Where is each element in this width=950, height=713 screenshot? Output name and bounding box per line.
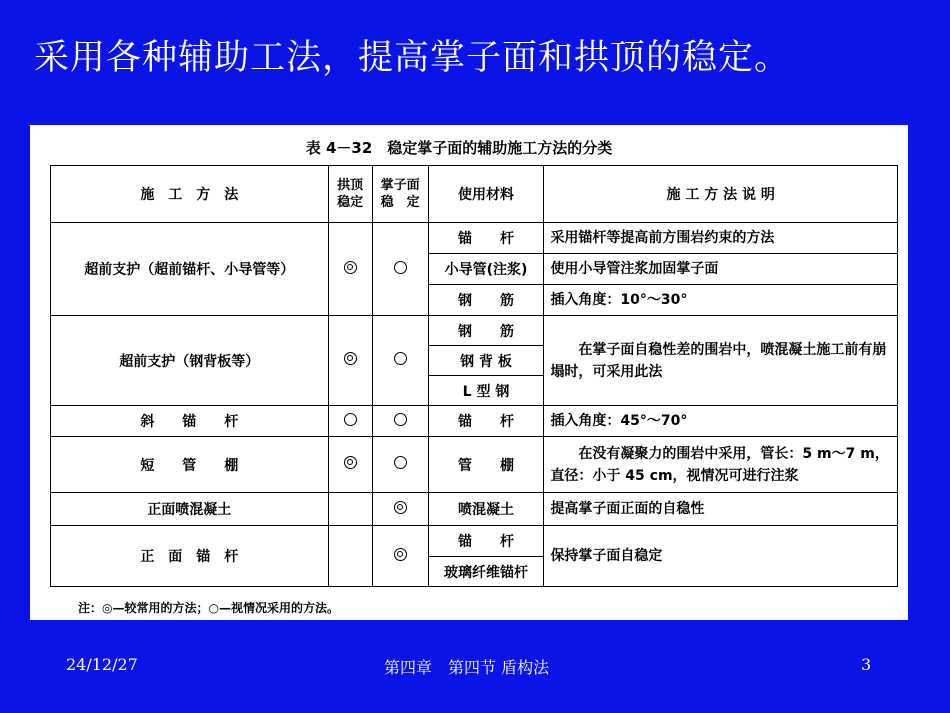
double-circle-icon (344, 352, 357, 365)
table-header-row (51, 166, 898, 223)
footer-date: 24/12/27 (66, 655, 138, 674)
footer-chapter: 第四章 第四节 盾构法 (384, 658, 550, 677)
face-cell (372, 223, 428, 316)
aux-methods-table (50, 165, 898, 587)
arch-cell (328, 526, 372, 587)
header-material: 使用材料 (428, 166, 544, 223)
face-cell (372, 526, 428, 587)
method-cell: 正 面 锚 杆 (51, 526, 329, 587)
material-cell: 喷混凝土 (428, 493, 544, 526)
circle-icon (394, 456, 407, 469)
slide-title: 采用各种辅助工法，提高掌子面和拱顶的稳定。 (34, 38, 791, 78)
desc-cell: 插入角度：10°～30° (544, 285, 898, 316)
desc-cell: 插入角度：45°～70° (544, 406, 898, 437)
method-cell: 斜 锚 杆 (51, 406, 329, 437)
material-cell: 钢 筋 (428, 316, 544, 346)
table-row (51, 316, 898, 346)
header-method: 施 工 方 法 (51, 166, 329, 223)
table-row (51, 223, 898, 254)
material-cell: L 型 钢 (428, 376, 544, 406)
desc-cell: 提高掌子面正面的自稳性 (544, 493, 898, 526)
double-circle-icon (394, 548, 407, 561)
arch-cell (328, 223, 372, 316)
circle-icon (394, 352, 407, 365)
table-note: 注：◎—较常用的方法；○—视情况采用的方法。 (78, 601, 339, 615)
arch-cell (328, 493, 372, 526)
circle-icon (394, 261, 407, 274)
method-cell: 短 管 棚 (51, 437, 329, 493)
double-circle-icon (344, 261, 357, 274)
face-cell (372, 406, 428, 437)
material-cell: 钢 背 板 (428, 346, 544, 376)
arch-cell (328, 406, 372, 437)
header-arch: 拱顶稳定 (328, 166, 372, 223)
header-face: 掌子面稳 定 (372, 166, 428, 223)
header-desc: 施 工 方 法 说 明 (544, 166, 898, 223)
face-cell (372, 493, 428, 526)
arch-cell (328, 437, 372, 493)
circle-icon (394, 413, 407, 426)
material-cell: 玻璃纤维锚杆 (428, 557, 544, 587)
material-cell: 小导管(注浆) (428, 254, 544, 285)
table-caption: 表 4－32 稳定掌子面的辅助施工方法的分类 (305, 139, 613, 157)
desc-cell: 在掌子面自稳性差的围岩中，喷混凝土施工前有崩塌时，可采用此法 (544, 316, 898, 406)
material-cell: 锚 杆 (428, 526, 544, 557)
desc-cell: 在没有凝聚力的围岩中采用，管长：5 m～7 m，直径：小于 45 cm，视情况可进行注浆 (544, 437, 898, 493)
desc-cell: 采用锚杆等提高前方围岩约束的方法 (544, 223, 898, 254)
circle-icon (344, 413, 357, 426)
desc-cell: 使用小导管注浆加固掌子面 (544, 254, 898, 285)
method-cell: 超前支护（钢背板等） (51, 316, 329, 406)
method-cell: 超前支护（超前锚杆、小导管等） (51, 223, 329, 316)
footer-page-number: 3 (861, 655, 872, 674)
desc-cell: 保持掌子面自稳定 (544, 526, 898, 587)
material-cell: 管 棚 (428, 437, 544, 493)
double-circle-icon (344, 456, 357, 469)
table-image-panel (30, 125, 908, 620)
face-cell (372, 316, 428, 406)
material-cell: 锚 杆 (428, 223, 544, 254)
face-cell (372, 437, 428, 493)
table-row (51, 526, 898, 557)
table-row (51, 493, 898, 526)
table-row (51, 437, 898, 493)
double-circle-icon (394, 501, 407, 514)
method-cell: 正面喷混凝土 (51, 493, 329, 526)
material-cell: 锚 杆 (428, 406, 544, 437)
arch-cell (328, 316, 372, 406)
table-row (51, 406, 898, 437)
material-cell: 钢 筋 (428, 285, 544, 316)
